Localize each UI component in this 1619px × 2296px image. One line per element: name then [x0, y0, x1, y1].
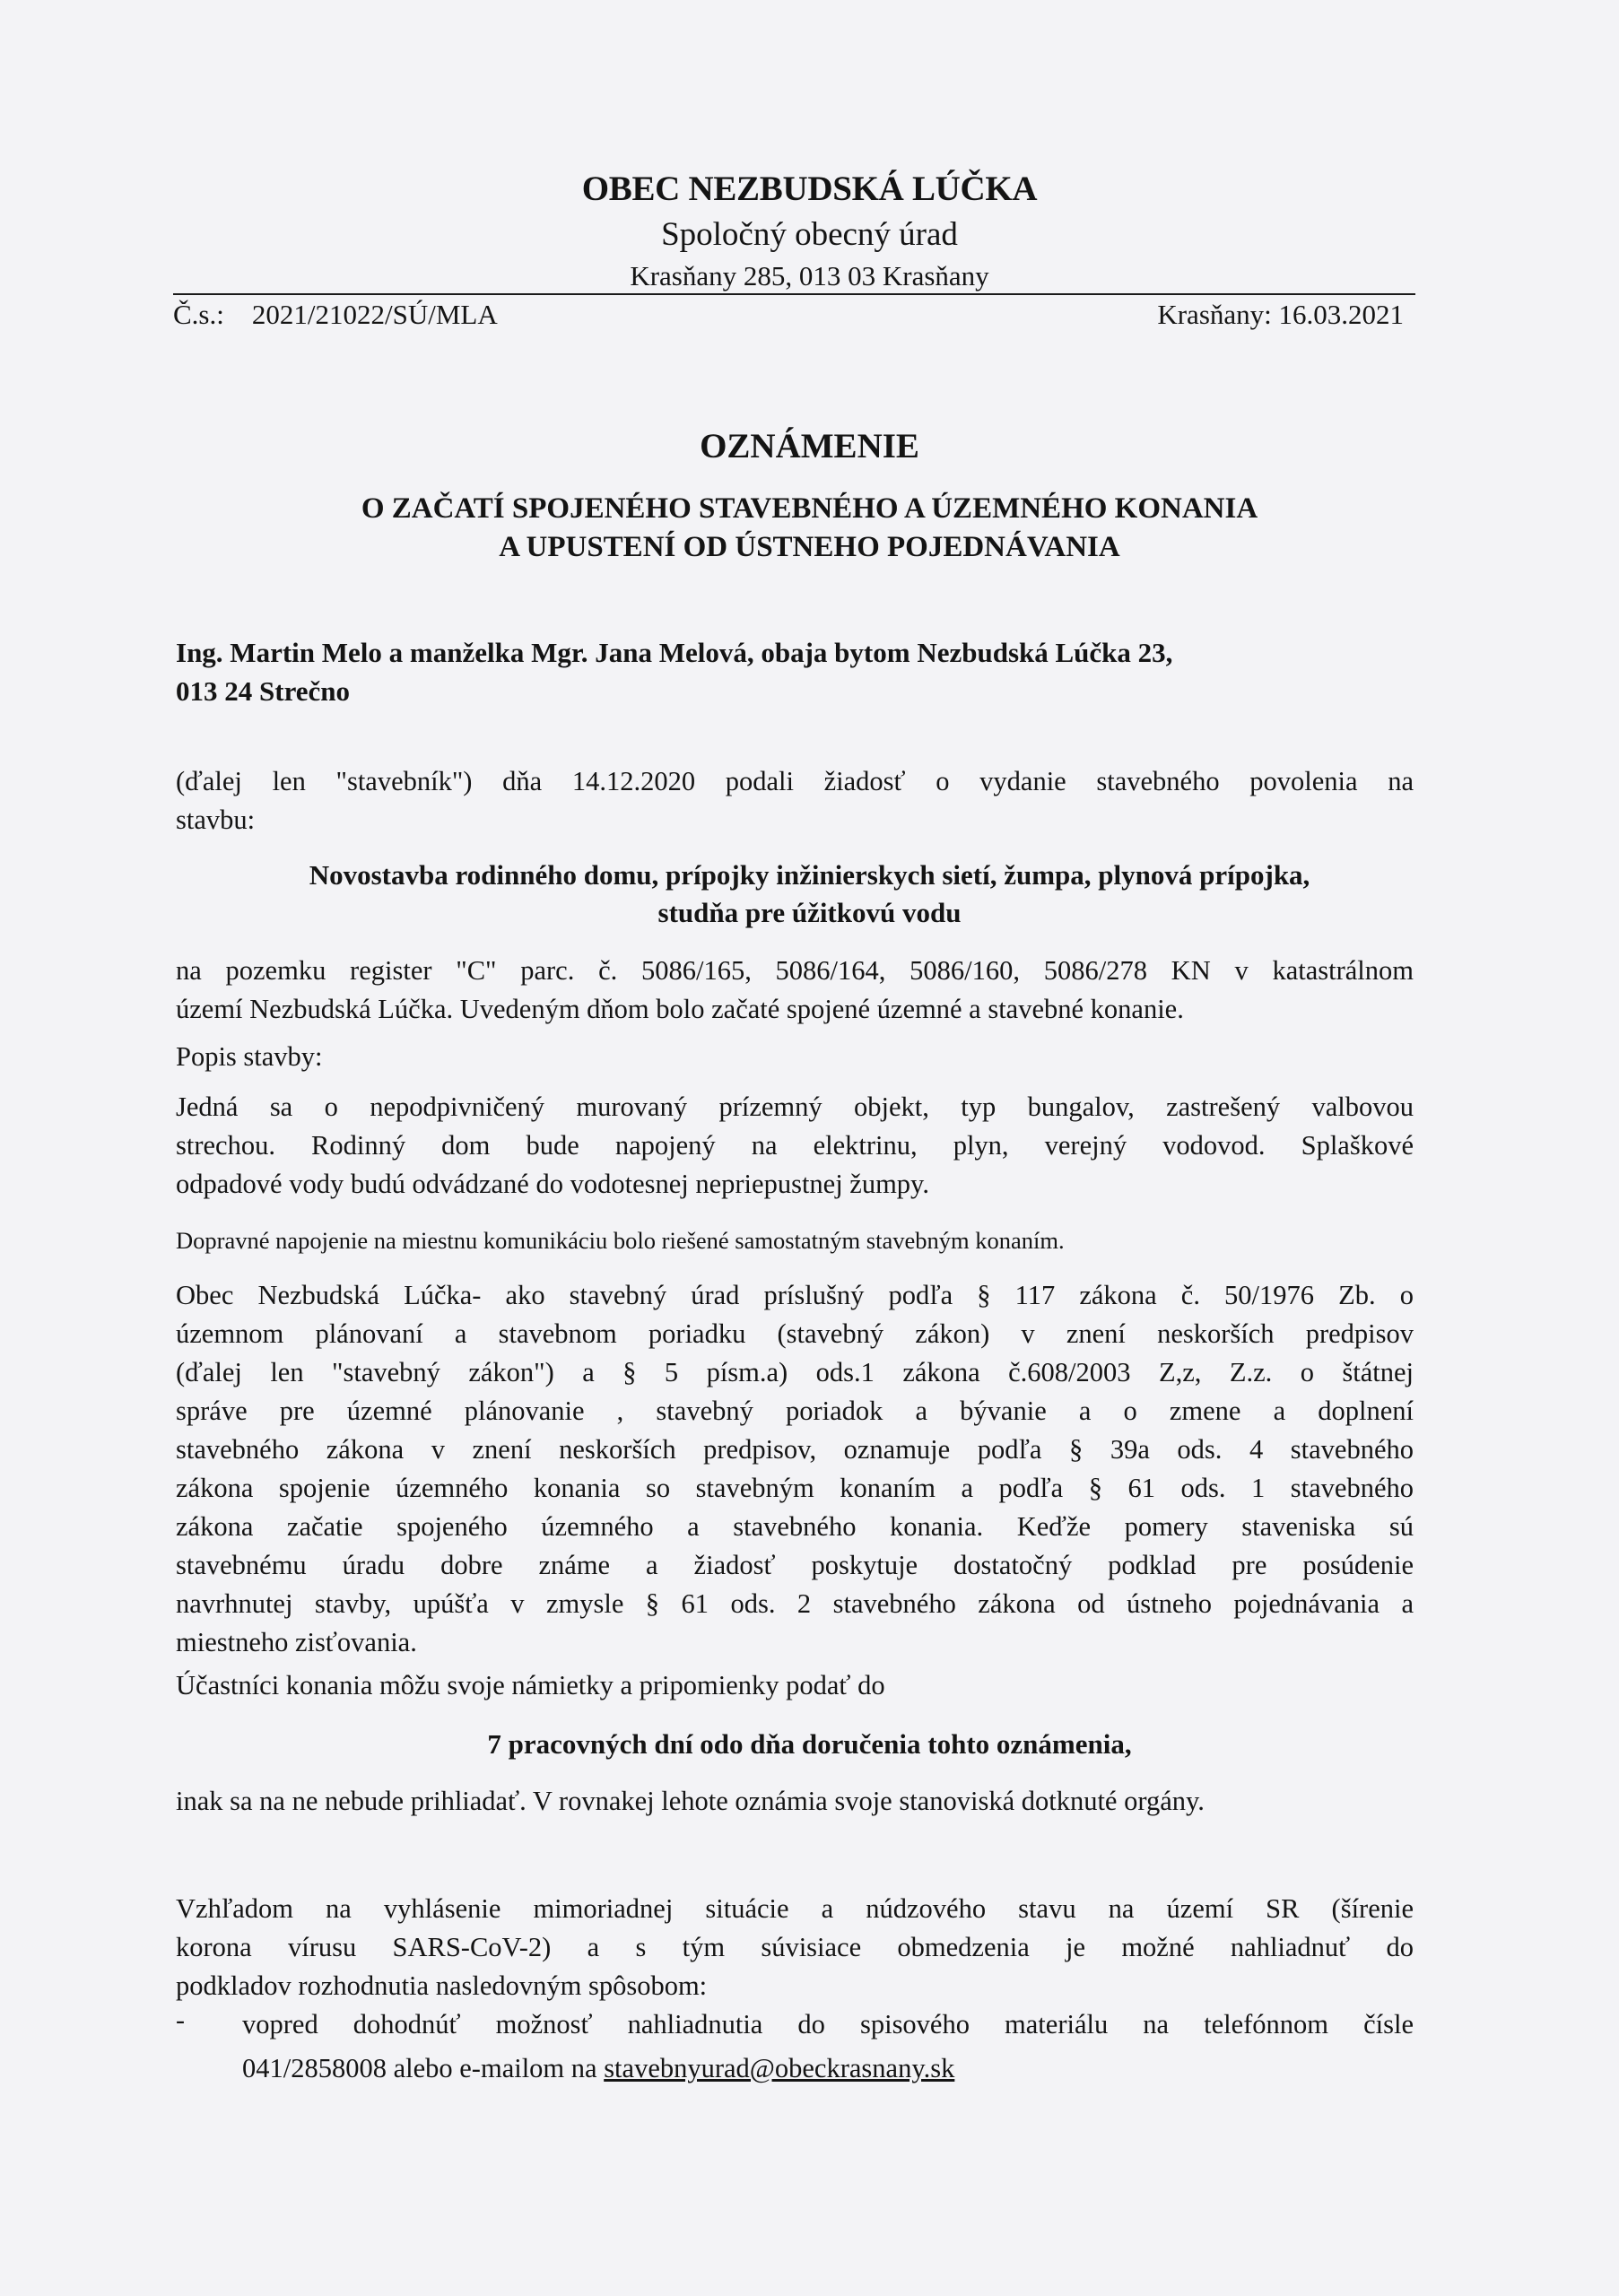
covid-paragraph — [176, 1890, 1414, 2005]
legal-line: stavebnému úradu dobre známe a žiadosť poskytuje dostatočný podklad pre posúdenie — [176, 1550, 1414, 1580]
place-date: Krasňany: 16.03.2021 — [1157, 299, 1404, 330]
municipality-name: OBEC NEZBUDSKÁ LÚČKA — [581, 170, 1038, 208]
description-heading: Popis stavby: — [176, 1041, 323, 1072]
covid-bullet — [242, 2005, 1414, 2088]
request-line-1: (ďalej len "stavebník") dňa 14.12.2020 podali žiadosť o vydanie stavebného povolenia na — [176, 766, 1414, 796]
covid-line-2: korona vírusu SARS-CoV-2) a s tým súvisiace obmedzenia je možné nahliadnuť do — [176, 1932, 1414, 1962]
legal-line: zákona spojenie územného konania so stavebným konaním a podľa § 61 ods. 1 stavebného — [176, 1473, 1414, 1503]
request-line-2: stavbu: — [176, 804, 256, 835]
objections-deadline: 7 pracovných dní odo dňa doručenia tohto oznámenia, — [487, 1728, 1132, 1760]
objections-intro: Účastníci konania môžu svoje námietky a pripomienky podať do — [176, 1670, 885, 1700]
reference-label: Č.s.: — [173, 299, 224, 330]
legal-line: miestneho zisťovania. — [176, 1627, 417, 1657]
parcel-paragraph — [176, 952, 1414, 1029]
description-paragraph — [176, 1088, 1414, 1204]
description-line-3: odpadové vody budú odvádzané do vodotesnej nepriepustnej žumpy. — [176, 1169, 929, 1199]
construction-line-2: studňa pre úžitkovú vodu — [657, 897, 962, 928]
applicant-line-1: Ing. Martin Melo a manželka Mgr. Jana Melová, obaja bytom Nezbudská Lúčka 23, — [176, 637, 1173, 668]
objections-outro: inak sa na ne nebude prihliadať. V rovnakej lehote oznámia svoje stanoviská dotknuté orgány. — [176, 1786, 1205, 1816]
covid-line-1: Vzhľadom na vyhlásenie mimoriadnej situácie a núdzového stavu na území SR (šírenie — [176, 1893, 1414, 1924]
covid-bullet-line-1: vopred dohodnúť možnosť nahliadnutia do spisového materiálu na telefónnom čísle — [242, 2009, 1414, 2039]
office-address: Krasňany 285, 013 03 Krasňany — [630, 260, 989, 291]
reference-number — [173, 299, 498, 331]
legal-paragraph — [176, 1276, 1414, 1662]
legal-line: Obec Nezbudská Lúčka- ako stavebný úrad príslušný podľa § 117 zákona č. 50/1976 Zb. o — [176, 1280, 1414, 1310]
bullet-marker: - — [176, 2005, 185, 2035]
traffic-note: Dopravné napojenie na miestnu komunikáciu bolo riešené samostatným stavebným konaním. — [176, 1227, 1065, 1254]
document-subtitle-2: A UPUSTENÍ OD ÚSTNEHO POJEDNÁVANIA — [499, 531, 1120, 563]
legal-line: stavebného zákona v znení neskorších predpisov, oznamuje podľa § 39a ods. 4 stavebného — [176, 1434, 1414, 1465]
covid-bullet-line-2: 041/2858008 alebo e-mailom na stavebnyurad@obeckrasnany.sk — [242, 2053, 955, 2083]
email-link[interactable]: stavebnyurad@obeckrasnany.sk — [604, 2053, 955, 2083]
description-line-2: strechou. Rodinný dom bude napojený na elektrinu, plyn, verejný vodovod. Splaškové — [176, 1130, 1414, 1161]
parcel-line-1: na pozemku register "C" parc. č. 5086/165, 5086/164, 5086/160, 5086/278 KN v katastrálnom — [176, 955, 1414, 986]
document-subtitle-1: O ZAČATÍ SPOJENÉHO STAVEBNÉHO A ÚZEMNÉHO KONANIA — [361, 492, 1258, 525]
legal-line: správe pre územné plánovanie , stavebný poriadok a bývanie a o zmene a doplnení — [176, 1396, 1414, 1426]
parcel-line-2: území Nezbudská Lúčka. Uvedeným dňom bolo začaté spojené územné a stavebné konanie. — [176, 994, 1184, 1024]
legal-line: navrhnutej stavby, upúšťa v zmysle § 61 ods. 2 stavebného zákona od ústneho pojednávania a — [176, 1588, 1414, 1619]
legal-line: územnom plánovaní a stavebnom poriadku (stavebný zákon) v znení neskorších predpisov — [176, 1318, 1414, 1349]
applicant-line-2: 013 24 Strečno — [176, 675, 351, 707]
legal-line: (ďalej len "stavebný zákon") a § 5 písm.a) ods.1 zákona č.608/2003 Z,z, Z.z. o štátnej — [176, 1357, 1414, 1387]
office-name: Spoločný obecný úrad — [661, 216, 958, 253]
request-paragraph — [176, 762, 1414, 839]
reference-value: 2021/21022/SÚ/MLA — [251, 299, 498, 330]
applicant-block — [176, 633, 1172, 710]
header-divider — [173, 293, 1415, 295]
legal-line: zákona začatie spojeného územného a stavebného konania. Keďže pomery staveniska sú — [176, 1511, 1414, 1542]
construction-line-1: Novostavba rodinného domu, prípojky inžinierskych sietí, žumpa, plynová prípojka, — [309, 859, 1310, 891]
document-title: OZNÁMENIE — [700, 427, 919, 465]
covid-line-3: podkladov rozhodnutia nasledovným spôsobom: — [176, 1970, 708, 2001]
description-line-1: Jedná sa o nepodpivničený murovaný prízemný objekt, typ bungalov, zastrešený valbovou — [176, 1091, 1414, 1122]
